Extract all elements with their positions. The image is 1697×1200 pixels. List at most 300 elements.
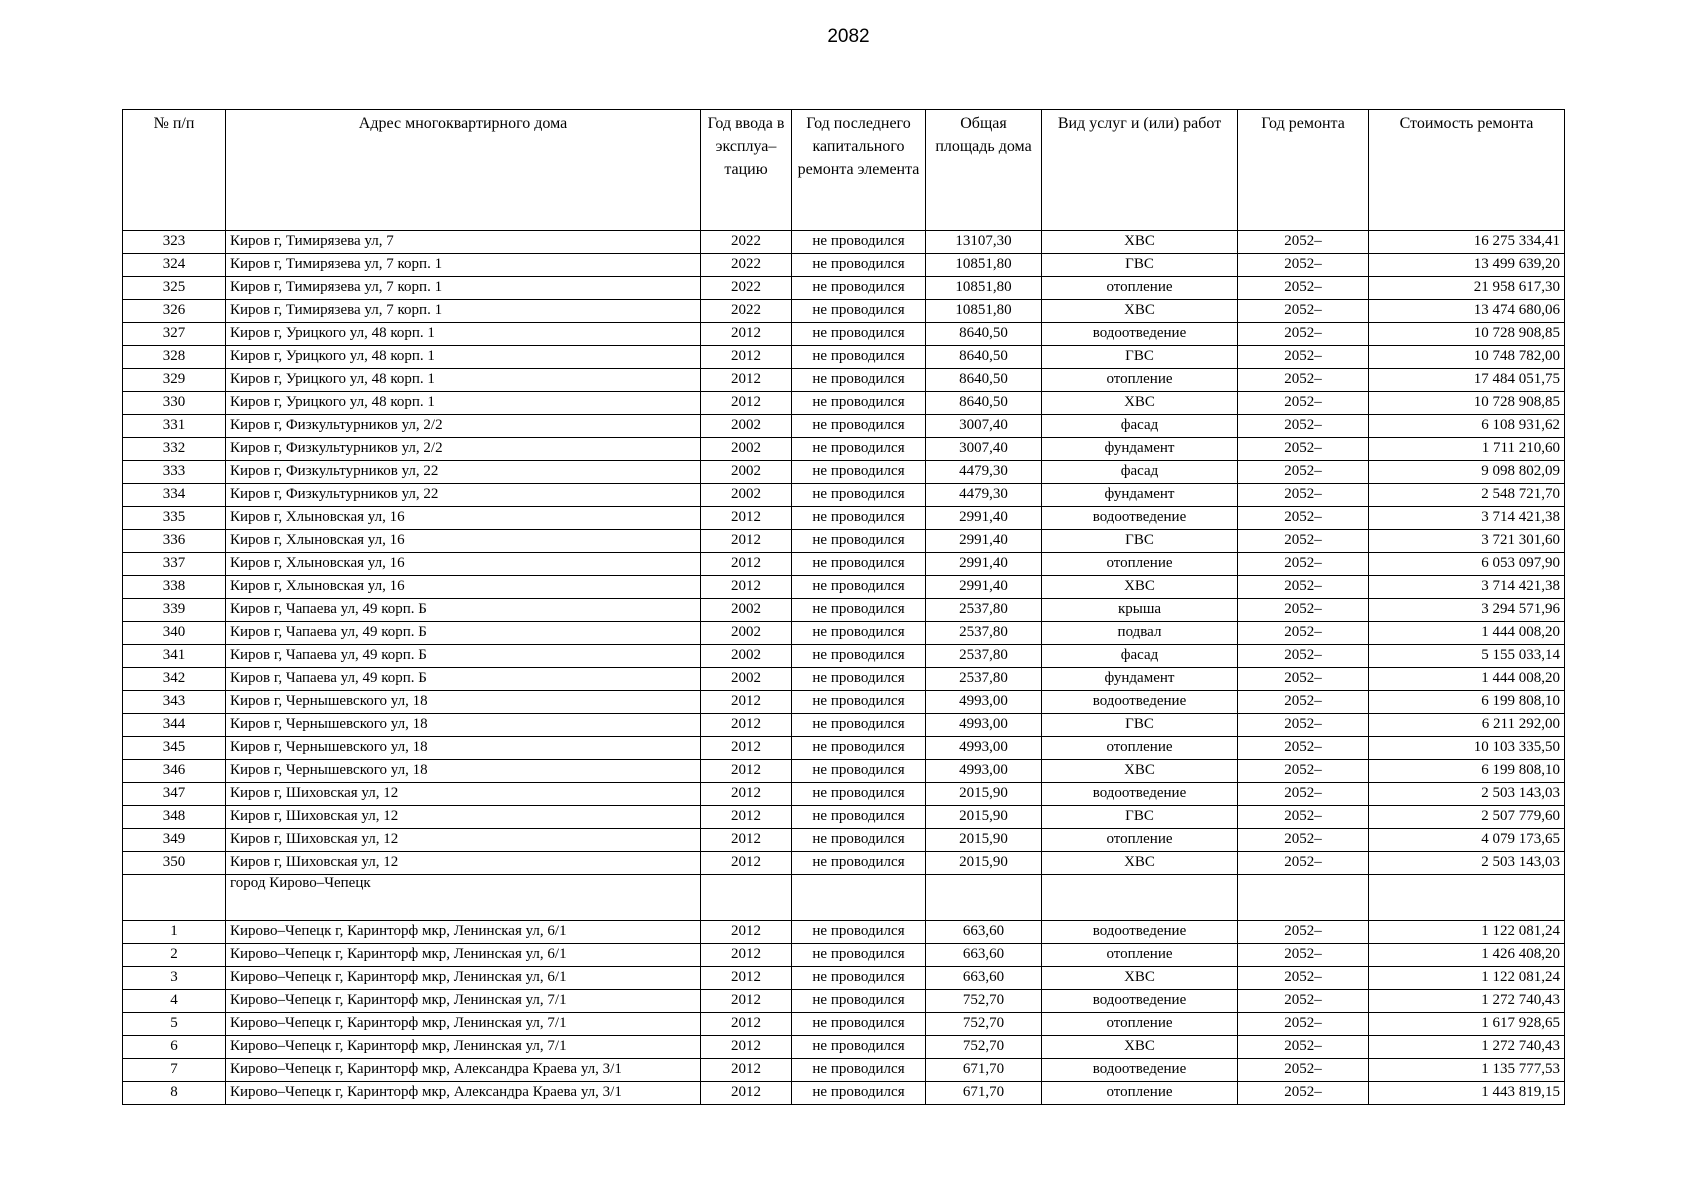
cell-address: Кирово–Чепецк г, Каринторф мкр, Ленинская ул, 7/1 xyxy=(226,1036,701,1059)
cell-year-built: 2002 xyxy=(701,645,792,668)
cell-last-repair: не проводился xyxy=(792,1013,926,1036)
cell-last-repair: не проводился xyxy=(792,645,926,668)
cell-last-repair: не проводился xyxy=(792,852,926,875)
cell-num: 346 xyxy=(123,760,226,783)
cell-address: Киров г, Шиховская ул, 12 xyxy=(226,806,701,829)
cell-area: 2991,40 xyxy=(926,576,1042,599)
cell-address: Киров г, Чапаева ул, 49 корп. Б xyxy=(226,645,701,668)
cell-service: водоотведение xyxy=(1042,990,1238,1013)
group-empty-cell xyxy=(1042,875,1238,921)
cell-num: 7 xyxy=(123,1059,226,1082)
cell-last-repair: не проводился xyxy=(792,254,926,277)
table-row xyxy=(123,668,1565,691)
cell-num: 339 xyxy=(123,599,226,622)
cell-area: 2537,80 xyxy=(926,622,1042,645)
cell-num: 8 xyxy=(123,1082,226,1105)
cell-area: 2537,80 xyxy=(926,645,1042,668)
cell-num: 326 xyxy=(123,300,226,323)
cell-year-built: 2002 xyxy=(701,599,792,622)
cell-year-built: 2022 xyxy=(701,277,792,300)
cell-area: 2015,90 xyxy=(926,783,1042,806)
cell-num: 329 xyxy=(123,369,226,392)
table-row xyxy=(123,990,1565,1013)
cell-service: фасад xyxy=(1042,645,1238,668)
cell-address: Киров г, Физкультурников ул, 2/2 xyxy=(226,438,701,461)
cell-cost: 10 748 782,00 xyxy=(1369,346,1565,369)
cell-repair-year: 2052– xyxy=(1238,553,1369,576)
group-empty-cell xyxy=(792,875,926,921)
table-row xyxy=(123,553,1565,576)
cell-repair-year: 2052– xyxy=(1238,530,1369,553)
cell-year-built: 2012 xyxy=(701,944,792,967)
cell-num: 340 xyxy=(123,622,226,645)
cell-cost: 16 275 334,41 xyxy=(1369,231,1565,254)
cell-service: водоотведение xyxy=(1042,323,1238,346)
cell-address: Киров г, Урицкого ул, 48 корп. 1 xyxy=(226,323,701,346)
cell-repair-year: 2052– xyxy=(1238,829,1369,852)
cell-cost: 2 548 721,70 xyxy=(1369,484,1565,507)
cell-cost: 1 426 408,20 xyxy=(1369,944,1565,967)
cell-num: 3 xyxy=(123,967,226,990)
cell-year-built: 2012 xyxy=(701,990,792,1013)
cell-repair-year: 2052– xyxy=(1238,737,1369,760)
cell-address: Киров г, Шиховская ул, 12 xyxy=(226,829,701,852)
table-row xyxy=(123,1013,1565,1036)
cell-repair-year: 2052– xyxy=(1238,1059,1369,1082)
cell-cost: 1 272 740,43 xyxy=(1369,990,1565,1013)
cell-year-built: 2012 xyxy=(701,829,792,852)
page-number: 2082 xyxy=(827,26,870,47)
cell-repair-year: 2052– xyxy=(1238,300,1369,323)
cell-last-repair: не проводился xyxy=(792,691,926,714)
cell-year-built: 2012 xyxy=(701,1059,792,1082)
group-empty-cell xyxy=(1369,875,1565,921)
cell-cost: 1 272 740,43 xyxy=(1369,1036,1565,1059)
cell-address: Киров г, Физкультурников ул, 2/2 xyxy=(226,415,701,438)
cell-num: 2 xyxy=(123,944,226,967)
cell-cost: 10 728 908,85 xyxy=(1369,323,1565,346)
cell-service: ГВС xyxy=(1042,254,1238,277)
cell-address: Киров г, Чапаева ул, 49 корп. Б xyxy=(226,668,701,691)
cell-repair-year: 2052– xyxy=(1238,714,1369,737)
cell-num: 342 xyxy=(123,668,226,691)
cell-year-built: 2012 xyxy=(701,1082,792,1105)
cell-repair-year: 2052– xyxy=(1238,622,1369,645)
cell-cost: 13 474 680,06 xyxy=(1369,300,1565,323)
cell-area: 10851,80 xyxy=(926,254,1042,277)
cell-repair-year: 2052– xyxy=(1238,369,1369,392)
cell-num: 350 xyxy=(123,852,226,875)
cell-area: 2537,80 xyxy=(926,668,1042,691)
group-empty-cell xyxy=(701,875,792,921)
cell-year-built: 2002 xyxy=(701,668,792,691)
cell-year-built: 2002 xyxy=(701,484,792,507)
cell-address: Киров г, Шиховская ул, 12 xyxy=(226,852,701,875)
cell-last-repair: не проводился xyxy=(792,576,926,599)
cell-cost: 3 714 421,38 xyxy=(1369,576,1565,599)
table-row xyxy=(123,599,1565,622)
cell-area: 4479,30 xyxy=(926,461,1042,484)
cell-repair-year: 2052– xyxy=(1238,921,1369,944)
cell-address: Киров г, Чапаева ул, 49 корп. Б xyxy=(226,622,701,645)
cell-year-built: 2012 xyxy=(701,852,792,875)
cell-repair-year: 2052– xyxy=(1238,760,1369,783)
cell-area: 8640,50 xyxy=(926,392,1042,415)
cell-address: Киров г, Урицкого ул, 48 корп. 1 xyxy=(226,346,701,369)
cell-address: Киров г, Чапаева ул, 49 корп. Б xyxy=(226,599,701,622)
cell-repair-year: 2052– xyxy=(1238,691,1369,714)
table-row xyxy=(123,829,1565,852)
cell-last-repair: не проводился xyxy=(792,668,926,691)
cell-repair-year: 2052– xyxy=(1238,323,1369,346)
cell-area: 663,60 xyxy=(926,944,1042,967)
cell-service: отопление xyxy=(1042,1082,1238,1105)
cell-cost: 1 443 819,15 xyxy=(1369,1082,1565,1105)
cell-address: Киров г, Тимирязева ул, 7 корп. 1 xyxy=(226,300,701,323)
cell-last-repair: не проводился xyxy=(792,277,926,300)
cell-num: 348 xyxy=(123,806,226,829)
cell-cost: 4 079 173,65 xyxy=(1369,829,1565,852)
table-row xyxy=(123,622,1565,645)
group-empty-cell xyxy=(926,875,1042,921)
cell-cost: 6 199 808,10 xyxy=(1369,691,1565,714)
cell-cost: 2 503 143,03 xyxy=(1369,783,1565,806)
table-row xyxy=(123,645,1565,668)
cell-address: Киров г, Хлыновская ул, 16 xyxy=(226,553,701,576)
cell-address: Киров г, Хлыновская ул, 16 xyxy=(226,576,701,599)
cell-last-repair: не проводился xyxy=(792,714,926,737)
cell-address: Кирово–Чепецк г, Каринторф мкр, Ленинская ул, 6/1 xyxy=(226,944,701,967)
cell-year-built: 2012 xyxy=(701,507,792,530)
cell-year-built: 2012 xyxy=(701,806,792,829)
cell-service: водоотведение xyxy=(1042,507,1238,530)
cell-service: ГВС xyxy=(1042,714,1238,737)
cell-repair-year: 2052– xyxy=(1238,783,1369,806)
cell-area: 10851,80 xyxy=(926,300,1042,323)
cell-area: 8640,50 xyxy=(926,369,1042,392)
cell-year-built: 2012 xyxy=(701,921,792,944)
cell-year-built: 2012 xyxy=(701,346,792,369)
cell-num: 331 xyxy=(123,415,226,438)
cell-year-built: 2012 xyxy=(701,1036,792,1059)
cell-last-repair: не проводился xyxy=(792,484,926,507)
cell-num: 1 xyxy=(123,921,226,944)
cell-service: водоотведение xyxy=(1042,783,1238,806)
cell-area: 663,60 xyxy=(926,921,1042,944)
table-row xyxy=(123,967,1565,990)
cell-cost: 6 211 292,00 xyxy=(1369,714,1565,737)
cell-num: 6 xyxy=(123,1036,226,1059)
table-row xyxy=(123,254,1565,277)
cell-service: ХВС xyxy=(1042,231,1238,254)
cell-cost: 1 122 081,24 xyxy=(1369,921,1565,944)
cell-last-repair: не проводился xyxy=(792,461,926,484)
cell-repair-year: 2052– xyxy=(1238,967,1369,990)
cell-repair-year: 2052– xyxy=(1238,484,1369,507)
cell-address: Киров г, Чернышевского ул, 18 xyxy=(226,760,701,783)
cell-service: фундамент xyxy=(1042,668,1238,691)
cell-year-built: 2012 xyxy=(701,967,792,990)
cell-year-built: 2002 xyxy=(701,461,792,484)
cell-repair-year: 2052– xyxy=(1238,392,1369,415)
cell-cost: 1 444 008,20 xyxy=(1369,668,1565,691)
cell-area: 8640,50 xyxy=(926,323,1042,346)
cell-repair-year: 2052– xyxy=(1238,415,1369,438)
cell-cost: 2 503 143,03 xyxy=(1369,852,1565,875)
group-title: город Кирово–Чепецк xyxy=(226,875,701,921)
cell-year-built: 2002 xyxy=(701,415,792,438)
cell-cost: 1 711 210,60 xyxy=(1369,438,1565,461)
cell-cost: 21 958 617,30 xyxy=(1369,277,1565,300)
cell-last-repair: не проводился xyxy=(792,438,926,461)
cell-address: Кирово–Чепецк г, Каринторф мкр, Ленинская ул, 7/1 xyxy=(226,1013,701,1036)
table-row xyxy=(123,1059,1565,1082)
cell-area: 752,70 xyxy=(926,1036,1042,1059)
group-empty-cell xyxy=(1238,875,1369,921)
cell-service: отопление xyxy=(1042,277,1238,300)
cell-year-built: 2022 xyxy=(701,300,792,323)
cell-service: фундамент xyxy=(1042,438,1238,461)
table-row xyxy=(123,1082,1565,1105)
cell-address: Киров г, Урицкого ул, 48 корп. 1 xyxy=(226,369,701,392)
cell-cost: 6 053 097,90 xyxy=(1369,553,1565,576)
cell-repair-year: 2052– xyxy=(1238,438,1369,461)
cell-num: 327 xyxy=(123,323,226,346)
cell-year-built: 2012 xyxy=(701,369,792,392)
cell-service: крыша xyxy=(1042,599,1238,622)
cell-last-repair: не проводился xyxy=(792,369,926,392)
cell-address: Кирово–Чепецк г, Каринторф мкр, Ленинская ул, 6/1 xyxy=(226,967,701,990)
cell-service: отопление xyxy=(1042,737,1238,760)
cell-num: 323 xyxy=(123,231,226,254)
header-repair-year: Год ремонта xyxy=(1238,110,1369,231)
group-row xyxy=(123,875,1565,921)
cell-repair-year: 2052– xyxy=(1238,806,1369,829)
cell-service: подвал xyxy=(1042,622,1238,645)
cell-cost: 1 444 008,20 xyxy=(1369,622,1565,645)
cell-cost: 9 098 802,09 xyxy=(1369,461,1565,484)
cell-address: Кирово–Чепецк г, Каринторф мкр, Ленинская ул, 6/1 xyxy=(226,921,701,944)
cell-service: ХВС xyxy=(1042,576,1238,599)
table-row xyxy=(123,323,1565,346)
cell-num: 334 xyxy=(123,484,226,507)
cell-area: 2015,90 xyxy=(926,829,1042,852)
cell-last-repair: не проводился xyxy=(792,415,926,438)
cell-last-repair: не проводился xyxy=(792,530,926,553)
table-row xyxy=(123,944,1565,967)
cell-num: 4 xyxy=(123,990,226,1013)
cell-num: 347 xyxy=(123,783,226,806)
table-row xyxy=(123,438,1565,461)
cell-num: 343 xyxy=(123,691,226,714)
cell-address: Киров г, Чернышевского ул, 18 xyxy=(226,714,701,737)
cell-service: ГВС xyxy=(1042,806,1238,829)
table-row xyxy=(123,691,1565,714)
table-row xyxy=(123,415,1565,438)
cell-area: 4993,00 xyxy=(926,760,1042,783)
cell-year-built: 2022 xyxy=(701,254,792,277)
cell-repair-year: 2052– xyxy=(1238,990,1369,1013)
header-num: № п/п xyxy=(123,110,226,231)
cell-service: фасад xyxy=(1042,415,1238,438)
cell-area: 2991,40 xyxy=(926,507,1042,530)
cell-service: ХВС xyxy=(1042,967,1238,990)
cell-address: Киров г, Тимирязева ул, 7 xyxy=(226,231,701,254)
cell-last-repair: не проводился xyxy=(792,760,926,783)
header-last-repair: Год последнего капитального ремонта элемента xyxy=(792,110,926,231)
cell-area: 10851,80 xyxy=(926,277,1042,300)
cell-last-repair: не проводился xyxy=(792,507,926,530)
cell-area: 2015,90 xyxy=(926,852,1042,875)
cell-address: Киров г, Тимирязева ул, 7 корп. 1 xyxy=(226,277,701,300)
cell-service: ХВС xyxy=(1042,852,1238,875)
cell-area: 4993,00 xyxy=(926,737,1042,760)
header-area: Общая площадь дома xyxy=(926,110,1042,231)
cell-repair-year: 2052– xyxy=(1238,346,1369,369)
table-row xyxy=(123,737,1565,760)
table-row xyxy=(123,760,1565,783)
group-header xyxy=(123,875,1565,921)
cell-service: ХВС xyxy=(1042,1036,1238,1059)
cell-address: Киров г, Хлыновская ул, 16 xyxy=(226,507,701,530)
cell-year-built: 2012 xyxy=(701,714,792,737)
cell-area: 2015,90 xyxy=(926,806,1042,829)
cell-address: Кирово–Чепецк г, Каринторф мкр, Ленинская ул, 7/1 xyxy=(226,990,701,1013)
cell-last-repair: не проводился xyxy=(792,346,926,369)
header-cost: Стоимость ремонта xyxy=(1369,110,1565,231)
cell-num: 333 xyxy=(123,461,226,484)
cell-area: 671,70 xyxy=(926,1082,1042,1105)
cell-service: отопление xyxy=(1042,829,1238,852)
cell-address: Киров г, Физкультурников ул, 22 xyxy=(226,461,701,484)
table-row xyxy=(123,300,1565,323)
cell-repair-year: 2052– xyxy=(1238,1013,1369,1036)
cell-repair-year: 2052– xyxy=(1238,507,1369,530)
cell-last-repair: не проводился xyxy=(792,921,926,944)
cell-cost: 1 617 928,65 xyxy=(1369,1013,1565,1036)
cell-num: 336 xyxy=(123,530,226,553)
cell-last-repair: не проводился xyxy=(792,300,926,323)
table-row xyxy=(123,806,1565,829)
cell-year-built: 2002 xyxy=(701,438,792,461)
cell-area: 2991,40 xyxy=(926,530,1042,553)
cell-cost: 17 484 051,75 xyxy=(1369,369,1565,392)
table-row xyxy=(123,1036,1565,1059)
cell-cost: 2 507 779,60 xyxy=(1369,806,1565,829)
table-row xyxy=(123,369,1565,392)
header-address: Адрес многоквартирного дома xyxy=(226,110,701,231)
cell-num: 332 xyxy=(123,438,226,461)
cell-repair-year: 2052– xyxy=(1238,1082,1369,1105)
table-row xyxy=(123,576,1565,599)
cell-area: 4479,30 xyxy=(926,484,1042,507)
cell-last-repair: не проводился xyxy=(792,967,926,990)
cell-num: 349 xyxy=(123,829,226,852)
cell-last-repair: не проводился xyxy=(792,1082,926,1105)
cell-area: 13107,30 xyxy=(926,231,1042,254)
cell-cost: 3 714 421,38 xyxy=(1369,507,1565,530)
cell-last-repair: не проводился xyxy=(792,392,926,415)
cell-repair-year: 2052– xyxy=(1238,852,1369,875)
cell-num: 341 xyxy=(123,645,226,668)
table-row xyxy=(123,852,1565,875)
cell-year-built: 2012 xyxy=(701,530,792,553)
cell-repair-year: 2052– xyxy=(1238,1036,1369,1059)
cell-address: Киров г, Чернышевского ул, 18 xyxy=(226,691,701,714)
table-row xyxy=(123,484,1565,507)
cell-last-repair: не проводился xyxy=(792,599,926,622)
cell-year-built: 2012 xyxy=(701,783,792,806)
cell-repair-year: 2052– xyxy=(1238,576,1369,599)
cell-cost: 6 199 808,10 xyxy=(1369,760,1565,783)
cell-num: 344 xyxy=(123,714,226,737)
cell-address: Киров г, Хлыновская ул, 16 xyxy=(226,530,701,553)
table-row xyxy=(123,530,1565,553)
table-row xyxy=(123,277,1565,300)
cell-last-repair: не проводился xyxy=(792,553,926,576)
cell-num: 5 xyxy=(123,1013,226,1036)
cell-service: водоотведение xyxy=(1042,1059,1238,1082)
cell-address: Киров г, Урицкого ул, 48 корп. 1 xyxy=(226,392,701,415)
cell-service: ХВС xyxy=(1042,300,1238,323)
cell-num: 345 xyxy=(123,737,226,760)
cell-num: 328 xyxy=(123,346,226,369)
table-row xyxy=(123,392,1565,415)
cell-last-repair: не проводился xyxy=(792,1059,926,1082)
cell-area: 4993,00 xyxy=(926,691,1042,714)
cell-service: ГВС xyxy=(1042,346,1238,369)
cell-cost: 3 294 571,96 xyxy=(1369,599,1565,622)
cell-service: отопление xyxy=(1042,944,1238,967)
cell-address: Киров г, Тимирязева ул, 7 корп. 1 xyxy=(226,254,701,277)
header-row xyxy=(123,110,1565,231)
cell-last-repair: не проводился xyxy=(792,829,926,852)
table-row xyxy=(123,507,1565,530)
cell-service: отопление xyxy=(1042,553,1238,576)
cell-repair-year: 2052– xyxy=(1238,944,1369,967)
cell-last-repair: не проводился xyxy=(792,990,926,1013)
cell-service: фасад xyxy=(1042,461,1238,484)
cell-address: Киров г, Чернышевского ул, 18 xyxy=(226,737,701,760)
cell-last-repair: не проводился xyxy=(792,323,926,346)
header-year-built: Год ввода в эксплуа–тацию xyxy=(701,110,792,231)
cell-area: 752,70 xyxy=(926,1013,1042,1036)
cell-address: Кирово–Чепецк г, Каринторф мкр, Александра Краева ул, 3/1 xyxy=(226,1059,701,1082)
cell-service: отопление xyxy=(1042,369,1238,392)
cell-num: 335 xyxy=(123,507,226,530)
chepetsk-rows xyxy=(123,921,1565,1105)
cell-year-built: 2012 xyxy=(701,392,792,415)
cell-year-built: 2012 xyxy=(701,553,792,576)
cell-address: Киров г, Физкультурников ул, 22 xyxy=(226,484,701,507)
cell-area: 4993,00 xyxy=(926,714,1042,737)
table-row xyxy=(123,783,1565,806)
cell-service: водоотведение xyxy=(1042,921,1238,944)
table-row xyxy=(123,346,1565,369)
cell-last-repair: не проводился xyxy=(792,1036,926,1059)
table-row xyxy=(123,231,1565,254)
cell-area: 3007,40 xyxy=(926,438,1042,461)
cell-last-repair: не проводился xyxy=(792,806,926,829)
cell-repair-year: 2052– xyxy=(1238,231,1369,254)
cell-year-built: 2022 xyxy=(701,231,792,254)
cell-address: Киров г, Шиховская ул, 12 xyxy=(226,783,701,806)
cell-cost: 1 135 777,53 xyxy=(1369,1059,1565,1082)
cell-service: отопление xyxy=(1042,1013,1238,1036)
cell-service: ГВС xyxy=(1042,530,1238,553)
cell-service: ХВС xyxy=(1042,392,1238,415)
cell-area: 663,60 xyxy=(926,967,1042,990)
